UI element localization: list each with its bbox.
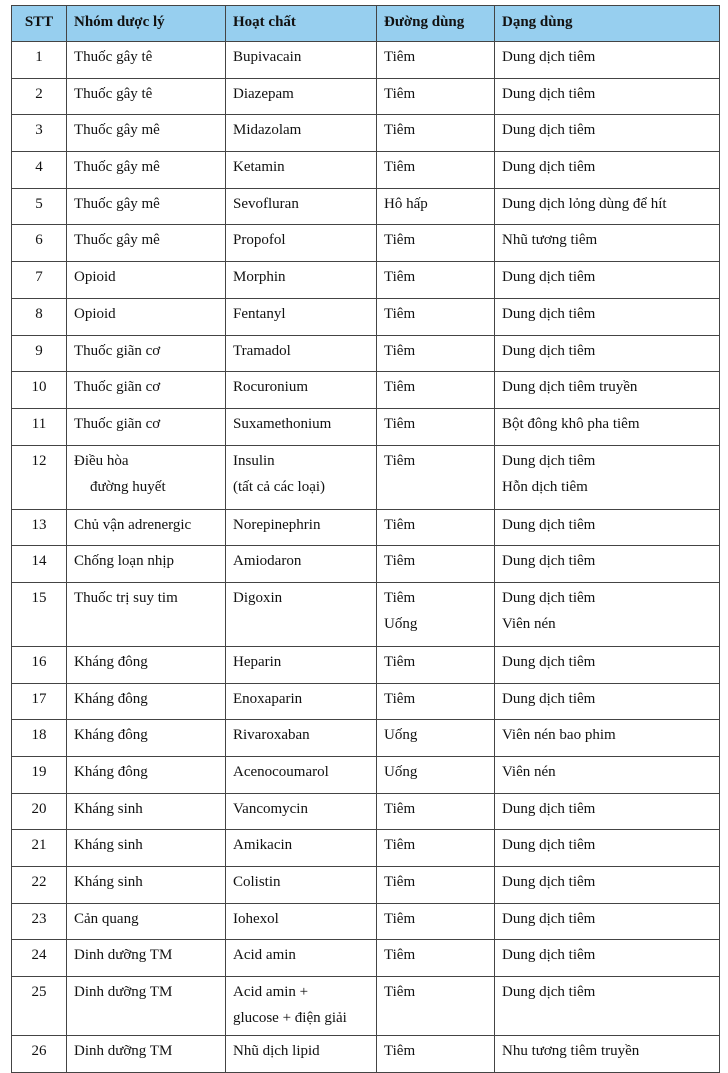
row-stt: 25 xyxy=(12,977,67,1036)
row-group xyxy=(67,940,226,977)
row-drug-line: Midazolam xyxy=(233,122,302,139)
row-drug-line: Acid amin + xyxy=(233,984,309,1001)
row-form xyxy=(495,940,720,977)
row-drug xyxy=(226,408,377,445)
row-group xyxy=(67,372,226,409)
row-group-line: Kháng đông xyxy=(74,653,148,670)
row-drug xyxy=(226,78,377,115)
row-group xyxy=(67,262,226,299)
row-drug xyxy=(226,1036,377,1073)
row-stt: 6 xyxy=(12,225,67,262)
table-row xyxy=(12,78,720,115)
row-route xyxy=(377,757,495,794)
row-route-line: Tiêm xyxy=(384,232,416,249)
row-group-line: đường huyết xyxy=(90,478,166,495)
row-form-line: Dung dịch tiêm xyxy=(502,947,596,964)
row-stt: 1 xyxy=(12,42,67,79)
row-drug xyxy=(226,940,377,977)
row-form xyxy=(495,793,720,830)
row-drug xyxy=(226,152,377,189)
row-group xyxy=(67,582,226,646)
document-page xyxy=(11,5,720,1073)
row-route-line: Tiêm xyxy=(384,269,416,286)
row-group-line: Thuốc giãn cơ xyxy=(74,415,161,432)
row-stt: 23 xyxy=(12,903,67,940)
row-stt: 10 xyxy=(12,372,67,409)
table-row xyxy=(12,582,720,646)
row-form xyxy=(495,298,720,335)
row-route xyxy=(377,78,495,115)
row-drug-line: Rivaroxaban xyxy=(233,727,310,744)
row-group-line: Thuốc gây mê xyxy=(74,195,160,212)
row-drug xyxy=(226,335,377,372)
row-group-line: Thuốc gây tê xyxy=(74,49,153,65)
table-row xyxy=(12,225,720,262)
row-route-line: Hô hấp xyxy=(384,195,428,212)
row-drug xyxy=(226,509,377,546)
row-stt: 9 xyxy=(12,335,67,372)
row-form-line: Dung dịch tiêm xyxy=(502,516,596,533)
table-row xyxy=(12,298,720,335)
row-route xyxy=(377,42,495,79)
row-group-line: Kháng sinh xyxy=(74,837,143,854)
table-row xyxy=(12,115,720,152)
row-group xyxy=(67,78,226,115)
row-group xyxy=(67,757,226,794)
row-drug xyxy=(226,115,377,152)
row-group xyxy=(67,225,226,262)
header-form: Dạng dùng xyxy=(495,6,720,42)
table-row xyxy=(12,646,720,683)
table-row xyxy=(12,445,720,509)
row-drug-line: Rocuronium xyxy=(233,379,308,396)
drug-table xyxy=(11,5,720,1073)
row-form-line: Dung dịch tiêm xyxy=(502,910,596,927)
row-route-line: Tiêm xyxy=(384,415,416,432)
row-stt: 16 xyxy=(12,646,67,683)
table-row xyxy=(12,793,720,830)
header-group: Nhóm dược lý xyxy=(67,6,226,42)
row-drug xyxy=(226,42,377,79)
table-body xyxy=(12,42,720,1073)
row-group-line: Kháng sinh xyxy=(74,800,143,817)
row-drug-line: Iohexol xyxy=(233,910,279,927)
table-row xyxy=(12,262,720,299)
row-group xyxy=(67,298,226,335)
row-drug-line: Diazepam xyxy=(233,85,294,102)
row-form xyxy=(495,115,720,152)
row-drug-line: Heparin xyxy=(233,653,282,670)
row-form xyxy=(495,445,720,509)
table-row xyxy=(12,830,720,867)
row-route-line: Tiêm xyxy=(384,553,416,570)
row-form xyxy=(495,977,720,1036)
row-group-line: Dinh dưỡng TM xyxy=(74,947,173,964)
row-route-line: Uống xyxy=(384,764,418,780)
row-route-line: Tiêm xyxy=(384,85,416,102)
table-row xyxy=(12,683,720,720)
row-group xyxy=(67,408,226,445)
row-route xyxy=(377,262,495,299)
row-form xyxy=(495,720,720,757)
row-form-line: Dung dịch tiêm xyxy=(502,653,596,670)
row-form xyxy=(495,262,720,299)
row-route-line: Tiêm xyxy=(384,159,416,176)
row-route xyxy=(377,940,495,977)
row-route-line: Tiêm xyxy=(384,452,416,469)
table-row xyxy=(12,188,720,225)
row-stt: 13 xyxy=(12,509,67,546)
row-stt: 21 xyxy=(12,830,67,867)
row-route xyxy=(377,903,495,940)
row-form xyxy=(495,509,720,546)
table-row xyxy=(12,977,720,1036)
row-form-line: Dung dịch tiêm xyxy=(502,85,596,102)
row-route-line: Tiêm xyxy=(384,1043,416,1060)
row-route-line: Tiêm xyxy=(384,379,416,396)
row-route xyxy=(377,445,495,509)
row-stt: 15 xyxy=(12,582,67,646)
row-route-line: Tiêm xyxy=(384,342,416,359)
row-form xyxy=(495,903,720,940)
table-row xyxy=(12,546,720,583)
row-group xyxy=(67,683,226,720)
row-drug-line: glucose + điện giải xyxy=(233,1010,347,1027)
row-stt: 24 xyxy=(12,940,67,977)
row-group-line: Thuốc gây mê xyxy=(74,232,160,249)
row-drug-line: Acid amin xyxy=(233,947,296,964)
row-form-line: Viên nén bao phim xyxy=(502,727,616,744)
row-form xyxy=(495,1036,720,1073)
row-group xyxy=(67,152,226,189)
table-row xyxy=(12,152,720,189)
table-row xyxy=(12,903,720,940)
row-stt: 26 xyxy=(12,1036,67,1073)
row-stt: 2 xyxy=(12,78,67,115)
row-stt: 17 xyxy=(12,683,67,720)
row-route xyxy=(377,115,495,152)
row-drug-line: Insulin xyxy=(233,452,275,469)
row-group-line: Opioid xyxy=(74,269,116,286)
row-group xyxy=(67,546,226,583)
row-route xyxy=(377,372,495,409)
row-drug xyxy=(226,683,377,720)
row-route-line: Tiêm xyxy=(384,984,416,1001)
row-stt: 12 xyxy=(12,445,67,509)
table-row xyxy=(12,372,720,409)
row-drug xyxy=(226,646,377,683)
row-drug-line: Sevofluran xyxy=(233,195,299,212)
row-drug xyxy=(226,757,377,794)
table-row xyxy=(12,757,720,794)
row-drug-line: Norepinephrin xyxy=(233,516,321,533)
row-group xyxy=(67,445,226,509)
table-row xyxy=(12,1036,720,1073)
row-group-line: Kháng đông xyxy=(74,727,148,744)
table-row xyxy=(12,42,720,79)
row-stt: 19 xyxy=(12,757,67,794)
row-form-line: Bột đông khô pha tiêm xyxy=(502,415,640,432)
table-header xyxy=(12,6,720,42)
row-form-line: Dung dịch tiêm xyxy=(502,800,596,817)
row-drug xyxy=(226,445,377,509)
row-drug-line: Bupivacain xyxy=(233,49,302,65)
row-stt: 14 xyxy=(12,546,67,583)
row-group-line: Opioid xyxy=(74,305,116,322)
row-form xyxy=(495,408,720,445)
row-drug xyxy=(226,977,377,1036)
row-drug-line: (tất cả các loại) xyxy=(233,478,326,495)
row-drug-line: Enoxaparin xyxy=(233,690,303,707)
row-route xyxy=(377,720,495,757)
row-drug xyxy=(226,188,377,225)
row-drug-line: Ketamin xyxy=(233,159,285,176)
row-route xyxy=(377,646,495,683)
row-form-line: Nhũ tương tiêm xyxy=(502,232,598,249)
header-route: Đường dùng xyxy=(377,6,495,42)
row-stt: 8 xyxy=(12,298,67,335)
row-form xyxy=(495,683,720,720)
row-route-line: Tiêm xyxy=(384,947,416,964)
row-group xyxy=(67,977,226,1036)
row-form xyxy=(495,225,720,262)
row-form-line: Nhu tương tiêm truyền xyxy=(502,1043,640,1060)
row-group-line: Chủ vận adrenergic xyxy=(74,516,192,533)
table-row xyxy=(12,867,720,904)
row-drug xyxy=(226,262,377,299)
row-form-line: Dung dịch tiêm xyxy=(502,690,596,707)
row-route-line: Uống xyxy=(384,727,418,744)
row-form-line: Viên nén xyxy=(502,615,556,632)
row-group xyxy=(67,646,226,683)
row-group xyxy=(67,903,226,940)
row-drug xyxy=(226,830,377,867)
row-form xyxy=(495,152,720,189)
row-drug xyxy=(226,225,377,262)
row-drug xyxy=(226,903,377,940)
table-row xyxy=(12,720,720,757)
row-drug-line: Suxamethonium xyxy=(233,415,332,432)
row-group xyxy=(67,509,226,546)
row-stt: 5 xyxy=(12,188,67,225)
row-form-line: Dung dịch tiêm xyxy=(502,159,596,176)
row-route-line: Tiêm xyxy=(384,690,416,707)
row-form-line: Dung dịch tiêm xyxy=(502,589,596,606)
row-group-line: Thuốc trị suy tim xyxy=(74,589,178,606)
row-route xyxy=(377,977,495,1036)
row-form xyxy=(495,582,720,646)
row-drug xyxy=(226,546,377,583)
row-form-line: Dung dịch tiêm xyxy=(502,269,596,286)
row-stt: 22 xyxy=(12,867,67,904)
row-form xyxy=(495,646,720,683)
row-drug-line: Tramadol xyxy=(233,342,291,359)
row-route xyxy=(377,188,495,225)
row-form xyxy=(495,335,720,372)
row-group-line: Dinh dưỡng TM xyxy=(74,1043,173,1060)
row-route-line: Tiêm xyxy=(384,122,416,139)
row-form-line: Dung dịch tiêm xyxy=(502,874,596,891)
row-group xyxy=(67,188,226,225)
row-route xyxy=(377,298,495,335)
row-group-line: Dinh dưỡng TM xyxy=(74,984,173,1001)
row-drug xyxy=(226,867,377,904)
row-route xyxy=(377,683,495,720)
row-route xyxy=(377,1036,495,1073)
row-form xyxy=(495,867,720,904)
row-form xyxy=(495,78,720,115)
row-drug-line: Morphin xyxy=(233,269,286,286)
row-route-line: Uống xyxy=(384,615,418,632)
row-form-line: Dung dịch tiêm xyxy=(502,305,596,322)
row-group xyxy=(67,830,226,867)
row-group xyxy=(67,1036,226,1073)
row-form-line: Viên nén xyxy=(502,764,556,780)
row-group-line: Kháng đông xyxy=(74,764,148,780)
header-row xyxy=(12,6,720,42)
row-drug xyxy=(226,298,377,335)
row-group xyxy=(67,42,226,79)
row-route-line: Tiêm xyxy=(384,910,416,927)
row-group-line: Cản quang xyxy=(74,910,139,927)
row-group-line: Thuốc giãn cơ xyxy=(74,379,161,396)
row-route-line: Tiêm xyxy=(384,305,416,322)
row-route xyxy=(377,546,495,583)
row-route xyxy=(377,408,495,445)
row-stt: 11 xyxy=(12,408,67,445)
row-form-line: Dung dịch tiêm xyxy=(502,837,596,854)
row-form xyxy=(495,42,720,79)
row-group-line: Thuốc gây mê xyxy=(74,159,160,176)
row-drug-line: Acenocoumarol xyxy=(233,764,329,780)
row-form xyxy=(495,372,720,409)
row-group-line: Chống loạn nhịp xyxy=(74,553,174,570)
row-form-line: Dung dịch tiêm xyxy=(502,122,596,139)
row-drug xyxy=(226,793,377,830)
row-route-line: Tiêm xyxy=(384,837,416,854)
row-group-line: Kháng sinh xyxy=(74,874,143,891)
header-drug: Hoạt chất xyxy=(226,6,377,42)
row-form-line: Dung dịch tiêm truyền xyxy=(502,379,638,396)
row-drug xyxy=(226,720,377,757)
table-row xyxy=(12,940,720,977)
table-row xyxy=(12,509,720,546)
table-row xyxy=(12,408,720,445)
row-group xyxy=(67,793,226,830)
row-form xyxy=(495,546,720,583)
row-form xyxy=(495,188,720,225)
row-stt: 3 xyxy=(12,115,67,152)
table-row xyxy=(12,335,720,372)
row-route xyxy=(377,225,495,262)
row-group xyxy=(67,115,226,152)
row-group-line: Điều hòa xyxy=(74,452,129,469)
row-group-line: Thuốc gây mê xyxy=(74,122,160,139)
row-stt: 18 xyxy=(12,720,67,757)
row-route-line: Tiêm xyxy=(384,516,416,533)
row-form-line: Dung dịch tiêm xyxy=(502,984,596,1001)
row-stt: 20 xyxy=(12,793,67,830)
row-stt: 4 xyxy=(12,152,67,189)
row-drug-line: Fentanyl xyxy=(233,305,286,322)
row-form-line: Hỗn dịch tiêm xyxy=(502,478,588,495)
row-drug-line: Amiodaron xyxy=(233,553,302,570)
row-drug-line: Propofol xyxy=(233,232,286,249)
row-group-line: Thuốc giãn cơ xyxy=(74,342,161,359)
row-drug-line: Vancomycin xyxy=(233,800,308,817)
row-drug xyxy=(226,582,377,646)
row-form-line: Dung dịch tiêm xyxy=(502,342,596,359)
row-route xyxy=(377,335,495,372)
row-route xyxy=(377,582,495,646)
row-route-line: Tiêm xyxy=(384,800,416,817)
row-group xyxy=(67,720,226,757)
row-group xyxy=(67,867,226,904)
row-route-line: Tiêm xyxy=(384,653,416,670)
row-form-line: Dung dịch tiêm xyxy=(502,553,596,570)
row-form-line: Dung dịch tiêm xyxy=(502,49,596,65)
row-form xyxy=(495,830,720,867)
row-group-line: Kháng đông xyxy=(74,690,148,707)
row-drug-line: Digoxin xyxy=(233,589,283,606)
row-route xyxy=(377,867,495,904)
row-stt: 7 xyxy=(12,262,67,299)
row-form-line: Dung dịch lỏng dùng để hít xyxy=(502,195,667,212)
row-route xyxy=(377,152,495,189)
row-drug-line: Amikacin xyxy=(233,837,293,854)
row-route xyxy=(377,793,495,830)
row-form-line: Dung dịch tiêm xyxy=(502,452,596,469)
row-route-line: Tiêm xyxy=(384,49,416,65)
row-group-line: Thuốc gây tê xyxy=(74,85,153,102)
header-stt: STT xyxy=(12,6,67,42)
row-route xyxy=(377,509,495,546)
row-form xyxy=(495,757,720,794)
row-route xyxy=(377,830,495,867)
row-route-line: Tiêm xyxy=(384,589,416,606)
row-drug-line: Colistin xyxy=(233,874,281,891)
row-route-line: Tiêm xyxy=(384,874,416,891)
row-group xyxy=(67,335,226,372)
row-drug xyxy=(226,372,377,409)
row-drug-line: Nhũ dịch lipid xyxy=(233,1043,320,1060)
